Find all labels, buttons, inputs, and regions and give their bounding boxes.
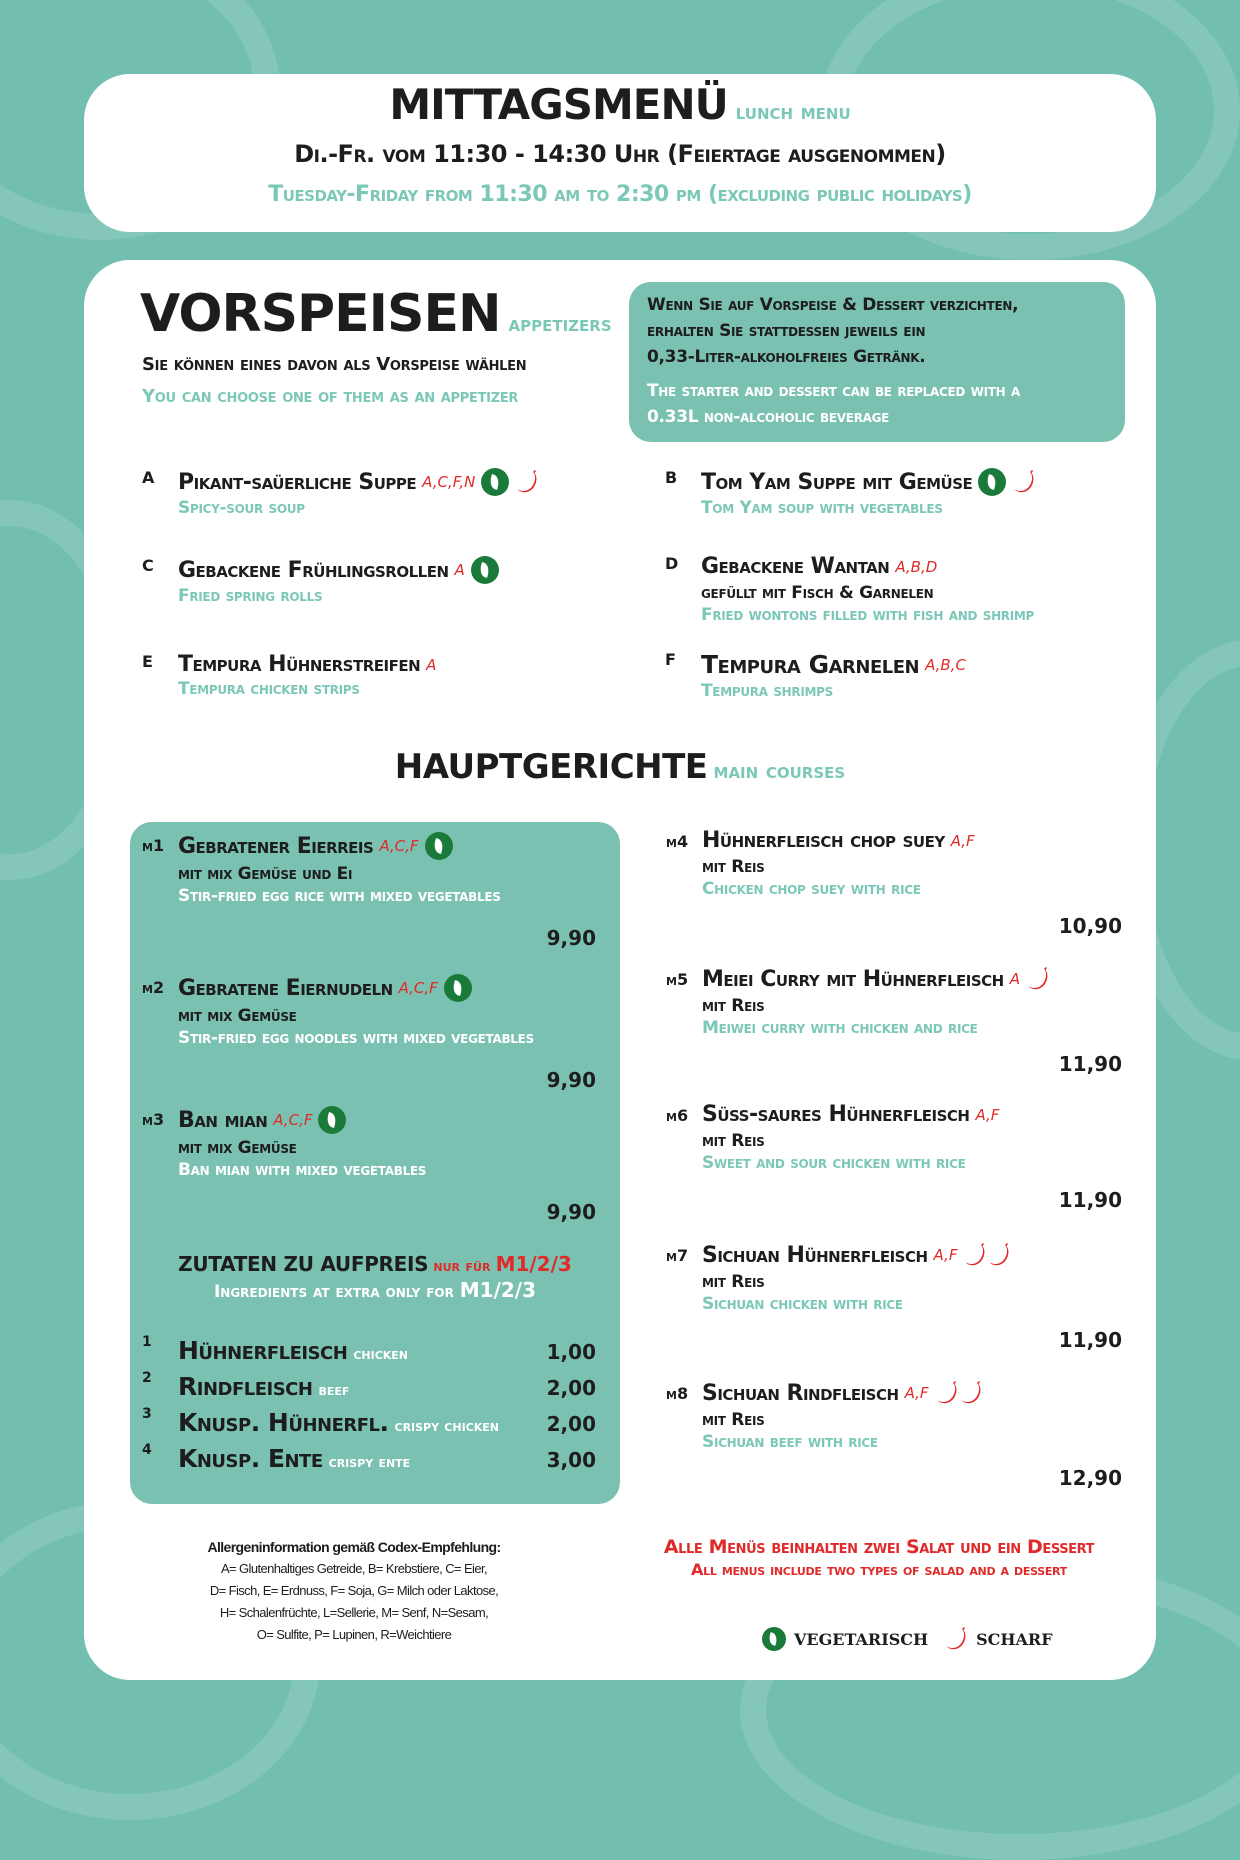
extra-price: 2,00 (546, 1376, 596, 1400)
item-name-en: Sweet and sour chicken with rice (702, 1153, 966, 1173)
item-name-en: Meiwei curry with chicken and rice (702, 1018, 978, 1038)
appetizer-item-e (142, 652, 622, 699)
vegetarian-leaf-icon (425, 832, 453, 860)
extra-name (178, 1408, 499, 1437)
allergen-codes: A,C,F (273, 1111, 313, 1129)
extras-title-target: M1/2/3 (495, 1252, 572, 1276)
allergen-codes: A,F (904, 1384, 929, 1402)
item-name (702, 1242, 1122, 1268)
menu-includes-note (629, 1536, 1129, 1579)
chili-pepper-icon (987, 1242, 1011, 1268)
allergen-codes: A,C,F,N (422, 473, 476, 491)
page-title (84, 80, 1156, 129)
item-name-en: Spicy-sour soup (178, 498, 305, 518)
item-code: m4 (666, 832, 689, 851)
item-name (702, 966, 1122, 992)
allergen-codes: A,F (975, 1105, 1000, 1124)
chili-pepper-icon (963, 1242, 987, 1268)
appetizers-title-de: VORSPEISEN (140, 284, 501, 344)
item-name (178, 556, 622, 584)
item-name-en: Tempura chicken strips (178, 679, 360, 699)
allergen-info-line: H= Schalenfrüchte, L=Sellerie, M= Senf, N=Sesam, (219, 1605, 489, 1620)
chili-pepper-icon (1026, 966, 1050, 992)
item-name-en: Fried wontons filled with fish and shrimp (701, 605, 1035, 625)
allergen-info-line: D= Fisch, E= Erdnuss, F= Soja, G= Milch oder Laktose, (209, 1583, 499, 1598)
extra-number: 4 (142, 1442, 152, 1458)
main-item-m4 (666, 828, 1122, 948)
item-code: m5 (666, 970, 689, 989)
main-courses-title-en: main courses (713, 759, 846, 784)
item-code: m3 (142, 1110, 165, 1129)
item-code: F (665, 650, 676, 669)
item-code: m6 (666, 1106, 689, 1125)
item-description-de: mit Reis (702, 1410, 765, 1430)
item-price: 9,90 (546, 926, 596, 950)
vegetarian-leaf-icon (978, 468, 1006, 496)
allergen-codes: A,C,F (379, 837, 419, 855)
item-name-en: Stir-fried egg noodles with mixed vegetables (178, 1028, 534, 1048)
chili-pepper-icon (1012, 469, 1036, 495)
item-name (178, 974, 602, 1002)
extras-title-en-text: Ingredients at extra only for (213, 1282, 454, 1302)
extras-title-de: ZUTATEN ZU AUFPREIS (178, 1252, 429, 1276)
extras-heading (130, 1252, 620, 1302)
appetizer-item-d (665, 554, 1145, 625)
main-item-m8 (666, 1380, 1122, 1500)
allergen-codes: A,C,F (398, 979, 438, 997)
opening-hours-en: Tuesday-Friday from 11:30 am to 2:30 pm (excluding public holidays) (268, 182, 972, 207)
item-name (702, 1380, 1122, 1406)
menu-note-de: Alle Menüs beinhalten zwei Salat und ein Dessert (663, 1536, 1095, 1558)
vegetarian-leaf-icon (444, 974, 472, 1002)
item-code: m2 (142, 978, 165, 997)
item-price: 9,90 (546, 1200, 596, 1224)
item-description-de: mit Reis (702, 1131, 765, 1151)
extra-number: 3 (142, 1406, 152, 1422)
drink-note-de-line: erhalten Sie stattdessen jeweils ein (647, 321, 926, 341)
item-name-text: Gebratener Eierreis (178, 833, 374, 859)
legend-vegetarian-label: VEGETARISCH (794, 1629, 929, 1649)
item-name (178, 1106, 602, 1134)
extra-price: 1,00 (546, 1340, 596, 1364)
item-code: E (142, 652, 153, 671)
item-name (701, 554, 1145, 579)
appetizer-item-a (142, 468, 622, 518)
extra-name-de: Knusp. Hühnerfl. (178, 1408, 389, 1437)
item-name (178, 652, 622, 677)
item-price: 12,90 (1058, 1466, 1122, 1490)
item-description-de: mit mix Gemüse und Ei (178, 864, 353, 884)
item-name-text: Hühnerfleisch chop suey (702, 828, 945, 853)
extras-title-en-target: M1/2/3 (459, 1278, 537, 1302)
extra-name-de: Hühnerfleisch (178, 1336, 348, 1365)
drink-note-en-line: The starter and dessert can be replaced with a (647, 381, 1020, 401)
drink-note-de-line: Wenn Sie auf Vorspeise & Dessert verzichten, (647, 295, 1019, 315)
icon-legend (762, 1626, 1053, 1652)
item-description-de: mit mix Gemüse (178, 1138, 297, 1158)
item-description-de: mit Reis (702, 1272, 765, 1292)
opening-hours-de: Di.-Fr. vom 11:30 - 14:30 Uhr (Feiertage ausgenommen) (294, 140, 946, 168)
title-de: MITTAGSMENÜ (389, 80, 728, 129)
item-name-text: Tempura Hühnerstreifen (178, 652, 421, 677)
chili-pepper-icon (935, 1380, 959, 1406)
item-name (702, 1102, 1122, 1127)
extra-item-2 (142, 1370, 602, 1406)
item-name-en: Fried spring rolls (178, 586, 323, 606)
main-item-m2 (142, 974, 602, 1094)
appetizer-item-c (142, 556, 622, 606)
item-name-en: Tempura shrimps (701, 681, 833, 701)
allergen-codes: A (1009, 970, 1020, 988)
allergen-codes: A,B,D (895, 557, 938, 576)
item-name-text: Gebackene Frühlingsrollen (178, 557, 449, 583)
item-code: m7 (666, 1246, 689, 1265)
appetizers-title-en: appetizers (508, 312, 612, 337)
appetizer-item-f (665, 650, 1145, 701)
allergen-codes: A (454, 561, 465, 579)
drink-note-de-line: 0,33-Liter-alkoholfreies Getränk. (647, 347, 926, 367)
main-item-m6 (666, 1102, 1122, 1222)
main-item-m7 (666, 1242, 1122, 1362)
allergen-codes: A,F (950, 831, 975, 850)
vegetarian-leaf-icon (471, 556, 499, 584)
item-description-de: mit Reis (702, 996, 765, 1016)
extra-name (178, 1336, 408, 1365)
item-code: m8 (666, 1384, 689, 1403)
extra-name-en: crispy chicken (394, 1417, 499, 1435)
extras-title-note: nur für (433, 1256, 491, 1275)
allergen-information (164, 1536, 544, 1646)
title-en: lunch menu (735, 100, 851, 125)
item-code: A (142, 468, 155, 487)
item-name-en: Tom Yam soup with vegetables (701, 498, 943, 518)
legend-spicy-label: SCHARF (976, 1629, 1053, 1649)
allergen-info-line: A= Glutenhaltiges Getreide, B= Krebstiere, C= Eier, (220, 1561, 488, 1576)
item-price: 11,90 (1058, 1188, 1122, 1212)
item-name (178, 832, 602, 860)
item-name-text: Pikant-saüerliche Suppe (178, 469, 417, 495)
item-name-en: Stir-fried egg rice with mixed vegetables (178, 886, 501, 906)
appetizers-title (140, 284, 612, 344)
extra-price: 2,00 (546, 1412, 596, 1436)
item-name (701, 468, 1145, 496)
allergen-info-title: Allergeninformation gemäß Codex-Empfehlung: (207, 1539, 501, 1555)
item-price: 11,90 (1058, 1328, 1122, 1352)
extra-name (178, 1444, 410, 1473)
extra-number: 2 (142, 1370, 152, 1386)
vegetarian-leaf-icon (762, 1627, 786, 1651)
allergen-codes: A,F (933, 1246, 958, 1264)
allergen-codes: A,B,C (925, 655, 966, 674)
drink-replacement-note (629, 282, 1125, 442)
main-item-m1 (142, 832, 602, 952)
appetizers-subtitle-en: You can choose one of them as an appetizer (142, 386, 519, 407)
item-name-text: Süss-saures Hühnerfleisch (702, 1102, 970, 1127)
appetizer-item-b (665, 468, 1145, 518)
menu-note-en: All menus include two types of salad and a dessert (691, 1560, 1067, 1579)
item-name (178, 468, 622, 496)
item-name-text: Tempura Garnelen (701, 650, 920, 679)
item-code: m1 (142, 836, 165, 855)
extra-price: 3,00 (546, 1448, 596, 1472)
item-name-en: Chicken chop suey with rice (702, 879, 921, 899)
item-name-text: Sichuan Hühnerfleisch (702, 1242, 928, 1268)
item-name (702, 828, 1122, 853)
item-name-text: Gebratene Eiernudeln (178, 975, 393, 1001)
extra-name-de: Knusp. Ente (178, 1444, 323, 1473)
extra-item-3 (142, 1406, 602, 1442)
extra-number: 1 (142, 1334, 152, 1350)
chili-pepper-icon (959, 1380, 983, 1406)
item-name-en: Sichuan beef with rice (702, 1432, 878, 1452)
item-code: D (665, 554, 679, 573)
item-description-de: gefüllt mit Fisch & Garnelen (701, 583, 934, 603)
extra-name-en: crispy ente (328, 1453, 411, 1471)
chili-pepper-icon (515, 469, 539, 495)
item-name (701, 650, 1145, 679)
extras-title-en (130, 1278, 620, 1302)
vegetarian-mains-panel (130, 822, 620, 1504)
main-courses-title-de: HAUPTGERICHTE (394, 747, 708, 787)
header-card (84, 74, 1156, 232)
main-item-m5 (666, 966, 1122, 1086)
extra-item-1 (142, 1334, 602, 1370)
item-name-text: Tom Yam Suppe mit Gemüse (701, 469, 973, 495)
item-price: 9,90 (546, 1068, 596, 1092)
item-name-en: Ban mian with mixed vegetables (178, 1160, 427, 1180)
item-name-text: Sichuan Rindfleisch (702, 1380, 899, 1406)
item-name-text: Ban mian (178, 1107, 268, 1133)
vegetarian-leaf-icon (318, 1106, 346, 1134)
item-name-text: Gebackene Wantan (701, 554, 890, 579)
extra-item-4 (142, 1442, 602, 1478)
item-name-en: Sichuan chicken with rice (702, 1294, 903, 1314)
chili-pepper-icon (944, 1626, 968, 1652)
extra-name-en: chicken (353, 1345, 409, 1363)
allergen-info-line: O= Sulfite, P= Lupinen, R=Weichtiere (256, 1627, 452, 1642)
extra-name-en: beef (318, 1381, 350, 1399)
item-description-de: mit mix Gemüse (178, 1006, 297, 1026)
extra-name (178, 1372, 349, 1401)
item-name-text: Meiei Curry mit Hühnerfleisch (702, 966, 1004, 992)
main-item-m3 (142, 1106, 602, 1226)
menu-card (84, 260, 1156, 1680)
item-description-de: mit Reis (702, 857, 765, 877)
vegetarian-leaf-icon (481, 468, 509, 496)
item-price: 10,90 (1058, 914, 1122, 938)
allergen-codes: A (426, 655, 437, 674)
item-code: B (665, 468, 678, 487)
main-courses-title (84, 747, 1156, 787)
appetizers-subtitle-de: Sie können eines davon als Vorspeise wählen (142, 354, 527, 375)
item-price: 11,90 (1058, 1052, 1122, 1076)
drink-note-en-line: 0.33L non-alcoholic beverage (647, 407, 890, 427)
item-code: C (142, 556, 154, 575)
extra-name-de: Rindfleisch (178, 1372, 313, 1401)
